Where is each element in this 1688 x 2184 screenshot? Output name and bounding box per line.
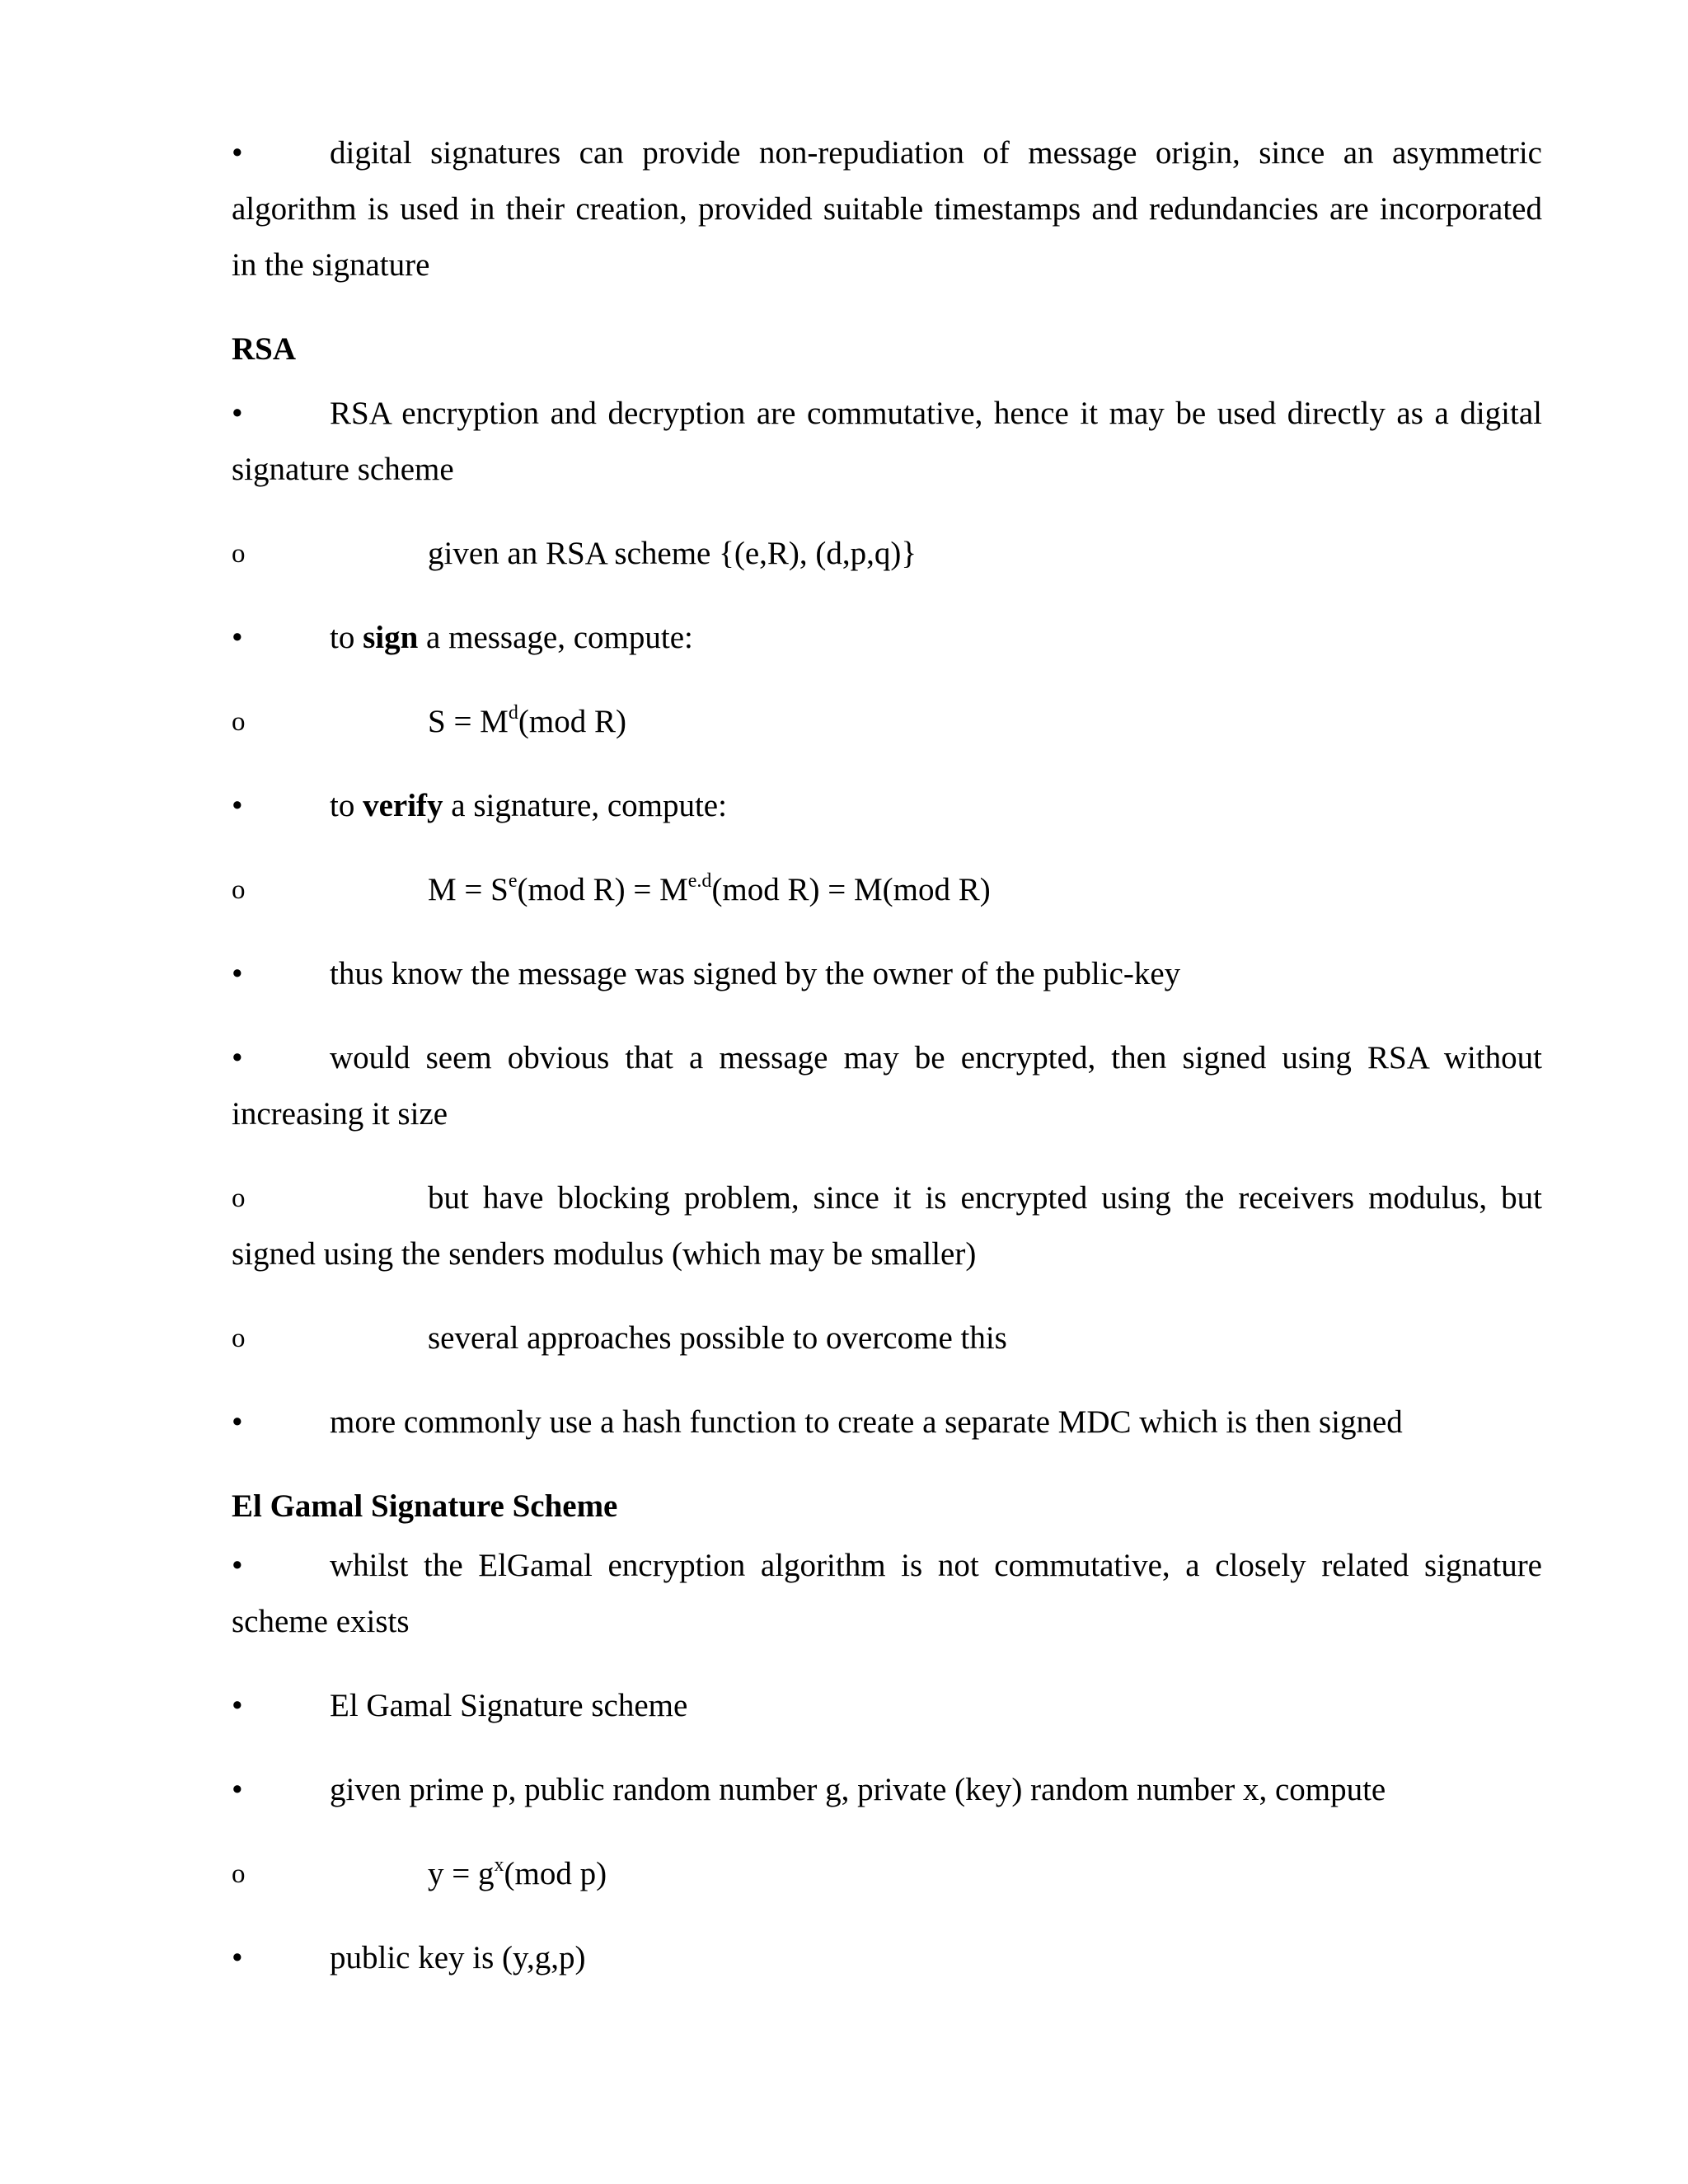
formula-line — [428, 1846, 1542, 1902]
paragraph-line: signature scheme — [232, 452, 454, 487]
section-heading-rsa: RSA — [232, 331, 297, 367]
superscript: e.d — [687, 870, 712, 892]
paragraph-line: El Gamal Signature scheme — [330, 1688, 688, 1723]
paragraph-line: would seem obvious that a message may be encrypted, then signed using RSA without — [330, 1040, 1542, 1076]
paragraph-line: given an RSA scheme {(e,R), (d,p,q)} — [428, 536, 917, 571]
text-run: y = g — [428, 1856, 495, 1891]
bullet-marker: • — [232, 1688, 243, 1723]
text-run: (mod R) = M(mod R) — [711, 872, 991, 907]
text-run: a message, compute: — [418, 620, 693, 655]
bullet-marker: • — [232, 135, 243, 171]
text-run: to — [330, 788, 363, 823]
text-run: S = M — [428, 704, 509, 739]
bullet-marker: • — [232, 788, 243, 823]
text-run: M = S — [428, 872, 509, 907]
circle-marker: o — [232, 1183, 246, 1213]
text-run: (mod p) — [504, 1856, 607, 1891]
circle-marker: o — [232, 707, 246, 737]
paragraph-line: public key is (y,g,p) — [330, 1940, 586, 1975]
paragraph-line: RSA encryption and decryption are commutative, hence it may be used directly as a digital — [330, 396, 1542, 431]
bullet-marker: • — [232, 1940, 243, 1975]
bullet-marker: • — [232, 1548, 243, 1583]
formula-line — [428, 694, 1542, 750]
circle-marker: o — [232, 1859, 246, 1889]
paragraph-line: but have blocking problem, since it is encrypted using the receivers modulus, but — [428, 1180, 1542, 1216]
bold-term-verify: verify — [363, 788, 443, 823]
paragraph-line: given prime p, public random number g, private (key) random number x, compute — [330, 1772, 1386, 1807]
paragraph-line: whilst the ElGamal encryption algorithm is not commutative, a closely related signature — [330, 1548, 1542, 1583]
superscript: e — [508, 870, 518, 892]
paragraph-line: more commonly use a hash function to create a separate MDC which is then signed — [330, 1404, 1403, 1440]
formula-line — [428, 862, 1542, 918]
paragraph-line — [330, 610, 1542, 666]
bold-term-sign: sign — [363, 620, 419, 655]
text-run: (mod R) = M — [517, 872, 688, 907]
bullet-marker: • — [232, 1772, 243, 1807]
paragraph-line: algorithm is used in their creation, provided suitable timestamps and redundancies are incorporated — [232, 191, 1542, 227]
bullet-marker: • — [232, 396, 243, 431]
bullet-marker: • — [232, 1404, 243, 1440]
paragraph-line: scheme exists — [232, 1604, 410, 1639]
bullet-marker: • — [232, 1040, 243, 1076]
paragraph-line: signed using the senders modulus (which may be smaller) — [232, 1236, 977, 1272]
text-run: to — [330, 620, 363, 655]
section-heading-elgamal: El Gamal Signature Scheme — [232, 1488, 618, 1524]
circle-marker: o — [232, 539, 246, 569]
paragraph-line — [330, 778, 1542, 834]
paragraph-line: increasing it size — [232, 1096, 448, 1132]
paragraph-line: in the signature — [232, 247, 430, 283]
paragraph-line: several approaches possible to overcome this — [428, 1320, 1007, 1356]
circle-marker: o — [232, 875, 246, 905]
text-run: a signature, compute: — [443, 788, 727, 823]
paragraph-line: thus know the message was signed by the owner of the public-key — [330, 956, 1181, 991]
superscript: x — [494, 1854, 504, 1876]
paragraph-line: digital signatures can provide non-repudiation of message origin, since an asymmetric — [330, 135, 1542, 171]
circle-marker: o — [232, 1324, 246, 1353]
superscript: d — [508, 702, 518, 724]
text-run: (mod R) — [518, 704, 626, 739]
bullet-marker: • — [232, 620, 243, 655]
bullet-marker: • — [232, 956, 243, 991]
